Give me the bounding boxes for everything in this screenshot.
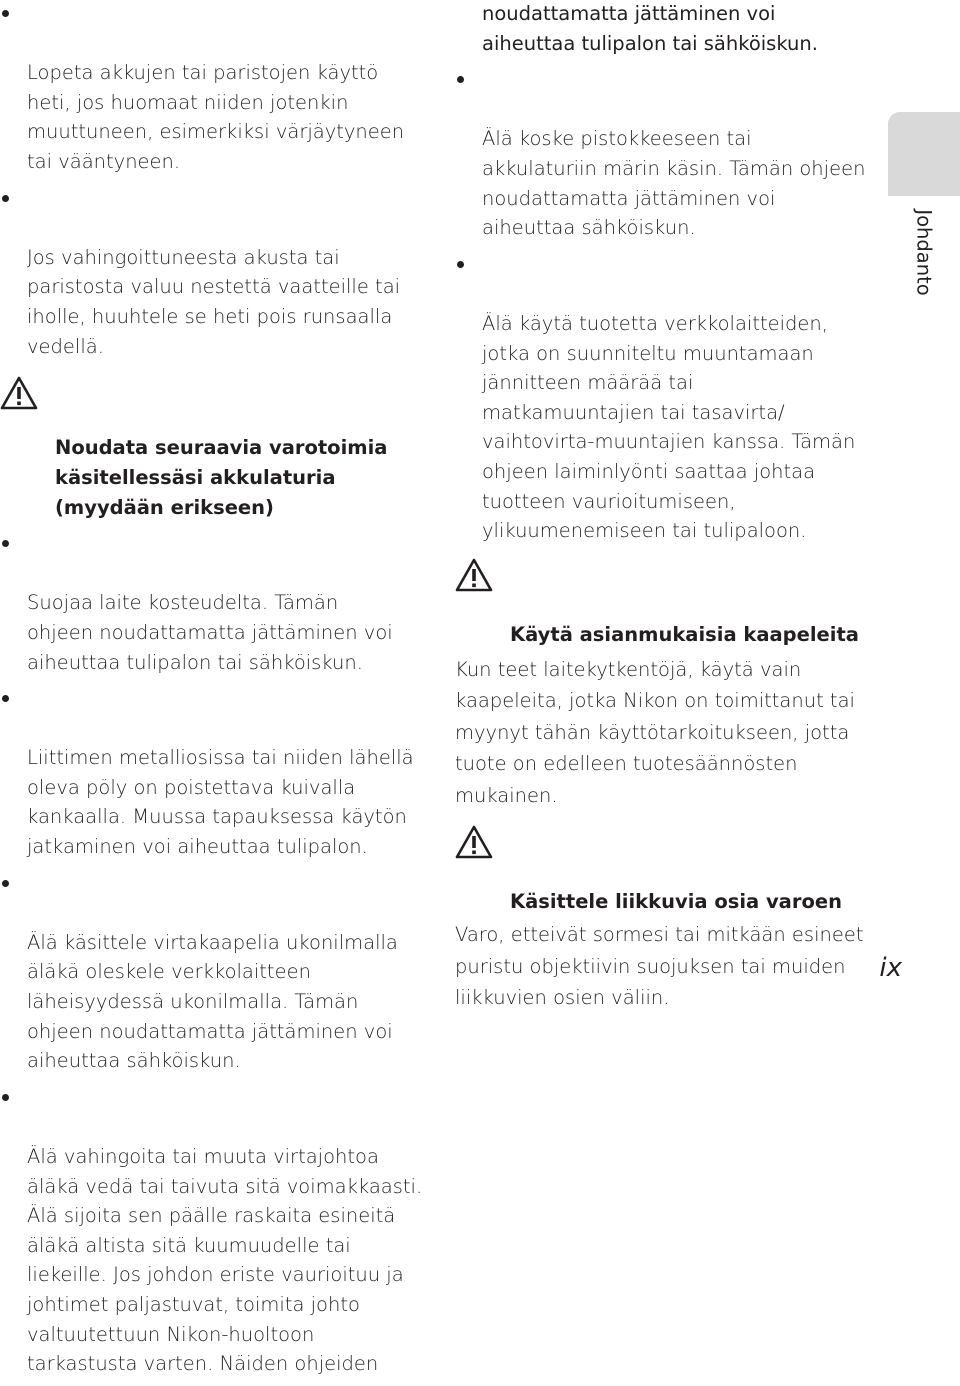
bullet-list-bottom xyxy=(0,529,430,1379)
bullet-dot-icon xyxy=(2,195,9,202)
warning-triangle-icon xyxy=(455,825,493,859)
bullet-list-top xyxy=(0,0,430,361)
bullet-dot-icon xyxy=(2,1094,9,1101)
section-heading-moving-parts xyxy=(455,827,875,917)
warning-triangle-icon xyxy=(455,558,493,592)
list-item-text: Liittimen metalliosissa tai niiden lähellä oleva pöly on poistettava kuivalla kankaalla. Muussa tapauksessa käytön jatkaminen voi aiheuttaa tulipalon. xyxy=(27,746,414,859)
bullet-list-right xyxy=(455,65,875,546)
list-item-text: Älä käsittele virtakaapelia ukonilmalla äläkä oleskele verkkolaitteen läheisyydessä ukonilmalla. Tämän ohjeen noudattamatta jättäminen voi aiheuttaa sähköiskun. xyxy=(27,930,398,1073)
list-item xyxy=(455,250,875,546)
list-item xyxy=(455,65,875,243)
list-item xyxy=(0,529,430,677)
bullet-dot-icon xyxy=(457,261,464,268)
list-item-text: Älä vahingoita tai muuta virtajohtoa äläkä vedä tai taivuta sitä voimakkaasti. Älä sijoita sen päälle raskaita esineitä äläkä altista sitä kuumuudelle tai liekeille. Jos johdon eriste vaurioituu ja johtimet paljastuvat, toimita johto valtuutettuun Nikon-huoltoon tarkastusta varten. Näiden ohjeiden xyxy=(27,1145,423,1376)
list-item-text: Jos vahingoittuneesta akusta tai paristosta valuu nestettä vaatteille tai iholle, huuhtele se heti pois runsaalla vedellä. xyxy=(27,245,401,358)
list-item xyxy=(0,0,430,177)
list-item xyxy=(0,684,430,862)
list-item xyxy=(0,1083,430,1379)
bullet-dot-icon xyxy=(2,880,9,887)
continued-text: noudattamatta jättäminen voi aiheuttaa tulipalon tai sähköiskun. xyxy=(482,2,818,55)
bullet-dot-icon xyxy=(457,76,464,83)
bullet-dot-icon xyxy=(2,540,9,547)
list-item-text: Älä koske pistokkeeseen tai akkulaturiin märin käsin. Tämän ohjeen noudattamatta jättäminen voi aiheuttaa sähköiskun. xyxy=(482,127,866,240)
side-tab-label xyxy=(888,196,960,308)
section-heading-charger xyxy=(0,373,430,523)
section-heading-cables xyxy=(455,560,875,650)
list-item-text: Lopeta akkujen tai paristojen käyttö heti, jos huomaat niiden jotenkin muuttuneen, esimerkiksi värjäytyneen tai vääntyneen. xyxy=(27,61,405,173)
section-paragraph: Varo, etteivät sormesi tai mitkään esineet puristu objektiivin suojuksen tai muiden liikkuvien osien väliin. xyxy=(455,923,864,1010)
list-item-text: Suojaa laite kosteudelta. Tämän ohjeen noudattamatta jättäminen voi aiheuttaa tulipalon tai sähköiskun. xyxy=(27,591,393,674)
list-item xyxy=(0,869,430,1076)
bullet-dot-icon xyxy=(2,695,9,702)
warning-triangle-icon xyxy=(0,376,38,410)
list-item-text: Älä käytä tuotetta verkkolaitteiden, jotka on suunniteltu muuntamaan jännitteen määrää tai matkamuuntajien tai tasavirta/ vaihtovirta-muuntajien kanssa. Tämän ohjeen laiminlyönti saattaa johtaa tuotteen vaurioitumiseen, ylikuumenemiseen tai tulipaloon. xyxy=(482,311,856,543)
section-heading-text: Käytä asianmukaisia kaapeleita xyxy=(510,622,859,646)
left-column xyxy=(0,0,430,1386)
side-tab xyxy=(888,112,960,196)
bullet-dot-icon xyxy=(2,10,9,17)
section-heading-text: Käsittele liikkuvia osia varoen xyxy=(510,890,842,914)
section-heading-text: Noudata seuraavia varotoimia käsitellessäsi akkulaturia (myydään erikseen) xyxy=(55,436,388,520)
side-tab-text: Johdanto xyxy=(912,208,936,296)
section-paragraph: Kun teet laitekytkentöjä, käytä vain kaapeleita, jotka Nikon on toimittanut tai myynyt tähän käyttötarkoitukseen, jotta tuote on edelleen tuotesäännösten mukainen. xyxy=(455,657,855,807)
right-column xyxy=(455,0,875,1014)
page-number: ix xyxy=(879,953,902,983)
list-item xyxy=(0,184,430,362)
